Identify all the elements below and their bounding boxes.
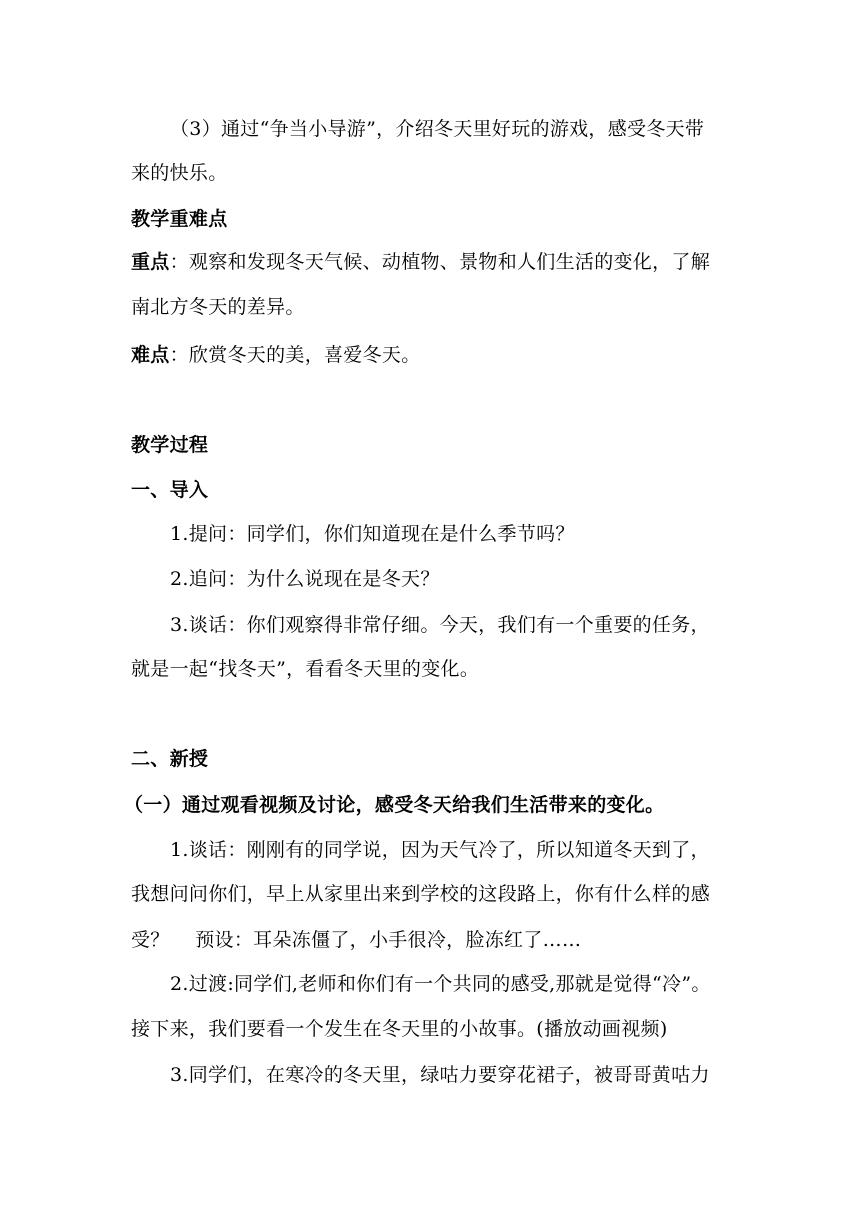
new-step-1-line-3: 受？ 预设：耳朵冻僵了，小手很冷，脸冻红了…… bbox=[131, 929, 582, 951]
focus-label: 重点 bbox=[131, 251, 170, 273]
intro-step-3-line-2: 就是一起“找冬天”，看看冬天里的变化。 bbox=[131, 658, 480, 680]
new-step-2-line-1: 2.过渡:同学们,老师和你们有一个共同的感受,那就是觉得“冷”。 bbox=[170, 973, 711, 995]
difficulty-line bbox=[131, 342, 741, 368]
new-step-1-line-1: 1.谈话：刚刚有的同学说，因为天气冷了，所以知道冬天到了， bbox=[170, 839, 710, 861]
new-step-1-line-2: 我想问问你们，早上从家里出来到学校的这段路上，你有什么样的感 bbox=[131, 883, 711, 905]
new-lesson-subheading: （一）通过观看视频及讨论，感受冬天给我们生活带来的变化。 bbox=[124, 794, 665, 816]
difficulty-text: ：欣赏冬天的美，喜爱冬天。 bbox=[169, 344, 421, 366]
focus-line-2: 南北方冬天的差异。 bbox=[131, 296, 305, 318]
objective-3-line-1: （3）通过“争当小导游”，介绍冬天里好玩的游戏，感受冬天带 bbox=[170, 118, 705, 140]
key-points-heading: 教学重难点 bbox=[131, 208, 228, 230]
intro-step-2: 2.追问：为什么说现在是冬天？ bbox=[170, 568, 440, 590]
focus-line-1 bbox=[131, 249, 741, 275]
intro-step-3-line-1: 3.谈话：你们观察得非常仔细。今天，我们有一个重要的任务， bbox=[170, 614, 710, 636]
objective-3-line-2: 来的快乐。 bbox=[131, 162, 228, 184]
process-heading: 教学过程 bbox=[131, 434, 209, 456]
intro-heading: 一、导入 bbox=[131, 479, 209, 501]
new-step-2-line-2: 接下来，我们要看一个发生在冬天里的小故事。(播放动画视频) bbox=[131, 1018, 668, 1040]
new-step-3-line-1: 3.同学们，在寒冷的冬天里，绿咕力要穿花裙子，被哥哥黄咕力 bbox=[170, 1064, 710, 1086]
focus-text: ：观察和发现冬天气候、动植物、景物和人们生活的变化，了解 bbox=[169, 251, 711, 273]
new-lesson-heading: 二、新授 bbox=[131, 748, 209, 770]
intro-step-1: 1.提问：同学们，你们知道现在是什么季节吗？ bbox=[170, 523, 575, 545]
difficulty-label: 难点 bbox=[131, 344, 170, 366]
